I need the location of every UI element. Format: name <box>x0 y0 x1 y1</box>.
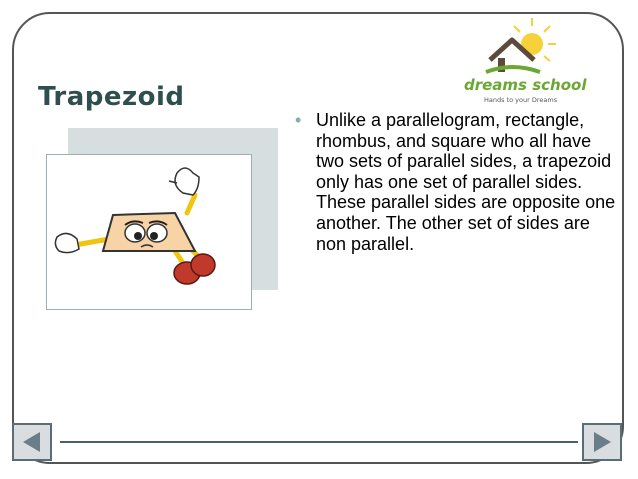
next-slide-button[interactable] <box>582 423 622 461</box>
logo-area <box>456 14 588 110</box>
illustration-frame <box>46 154 252 310</box>
slide-title: Trapezoid <box>38 82 185 112</box>
dreams-school-logo <box>456 14 588 110</box>
footer-divider <box>60 441 578 443</box>
previous-slide-button[interactable] <box>12 423 52 461</box>
trapezoid-cartoon-icon <box>47 155 251 309</box>
triangle-right-icon <box>584 425 620 459</box>
bullet-text: Unlike a parallelogram, rectangle, rhombus, and square who all have two sets of parallel sides, a trapezoid only has one set of parallel sides. These parallel sides are opposite one another. The other set of sides are non parallel. <box>316 110 616 254</box>
triangle-left-icon <box>14 425 50 459</box>
logo-tagline: Hands to your Dreams <box>484 96 558 104</box>
logo-name: dreams school <box>464 76 587 94</box>
bullet-marker: • <box>295 110 302 130</box>
